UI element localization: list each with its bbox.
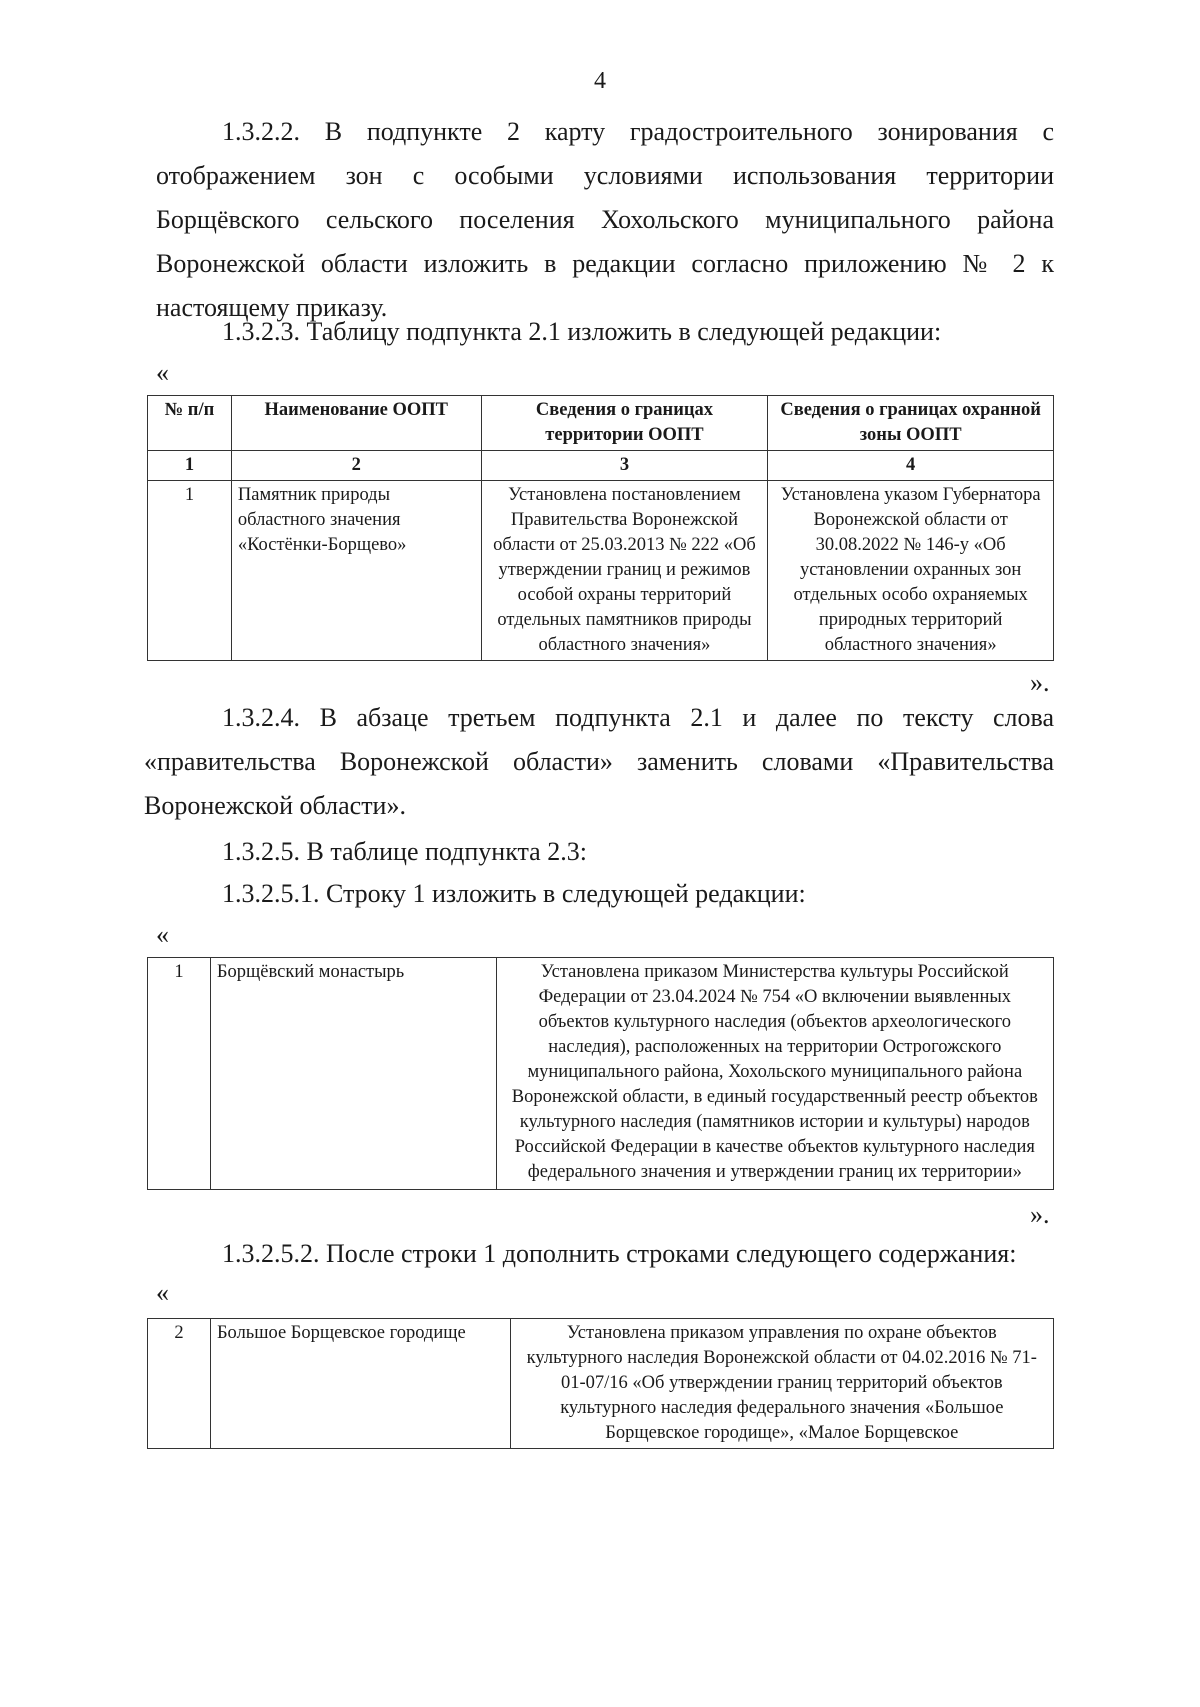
paragraph-1-3-2-3: 1.3.2.3. Таблицу подпункта 2.1 изложить в следующей редакции:: [222, 317, 942, 346]
open-quote: «: [156, 920, 169, 949]
column-number: 4: [768, 451, 1054, 481]
row-number: 2: [148, 1319, 211, 1449]
column-number: 1: [148, 451, 232, 481]
close-quote: ».: [1030, 1200, 1050, 1229]
monument-table-row-2: [147, 1318, 1054, 1449]
paragraph-1-3-2-5-2: 1.3.2.5.2. После строки 1 дополнить строками следующего содержания:: [222, 1239, 1017, 1268]
row-zone: Установлена указом Губернатора Воронежской области от 30.08.2022 № 146-у «Об установлении охранных зон отдельных особо охраняемых природных территорий областного значения»: [768, 481, 1054, 661]
row-number: 1: [148, 481, 232, 661]
table-row: [148, 958, 1054, 1190]
row-name: Борщёвский монастырь: [210, 958, 496, 1190]
page-number: 4: [594, 68, 606, 94]
paragraph-1-3-2-5-1: 1.3.2.5.1. Строку 1 изложить в следующей редакции:: [222, 879, 806, 908]
row-name: Большое Борщевское городище: [210, 1319, 510, 1449]
open-quote: «: [156, 1278, 169, 1307]
row-text: Установлена приказом Министерства культуры Российской Федерации от 23.04.2024 № 754 «О включении выявленных объектов культурного наследия (объектов археологического наследия), расположенных на территории Острогожского муниципального района, Хохольского муниципального района Воронежской области, в единый государственный реестр объектов культурного наследия (памятников истории и культуры) народов Российской Федерации в качестве объектов культурного наследия федерального значения и утверждении границ их территории»: [496, 958, 1053, 1190]
header-territory: Сведения о границах территории ООПТ: [481, 396, 768, 451]
header-zone: Сведения о границах охранной зоны ООПТ: [768, 396, 1054, 451]
row-number: 1: [148, 958, 211, 1190]
column-number: 3: [481, 451, 768, 481]
header-name: Наименование ООПТ: [231, 396, 481, 451]
row-text: Установлена приказом управления по охране объектов культурного наследия Воронежской области от 04.02.2016 № 71-01-07/16 «Об утверждении границ территорий объектов культурного наследия федерального значения «Большое Борщевское городище», «Малое Борщевское: [510, 1319, 1053, 1449]
table-row: [148, 481, 1054, 661]
paragraph-1-3-2-4: 1.3.2.4. В абзаце третьем подпункта 2.1 и далее по тексту слова «правительства Воронежской области» заменить словами «Правительства Воронежской области».: [144, 703, 1054, 820]
paragraph-1-3-2-5: 1.3.2.5. В таблице подпункта 2.3:: [222, 837, 587, 866]
row-territory: Установлена постановлением Правительства Воронежской области от 25.03.2013 № 222 «Об утверждении границ и режимов особой охраны территорий отдельных памятников природы областного значения»: [481, 481, 768, 661]
table-header-row: [148, 396, 1054, 451]
paragraph-1-3-2-2: 1.3.2.2. В подпункте 2 карту градостроительного зонирования с отображением зон с особыми условиями использования территории Борщёвского сельского поселения Хохольского муниципального района Воронежской области изложить в редакции согласно приложению № 2 к настоящему приказу.: [156, 117, 1054, 322]
table-row: [148, 1319, 1054, 1449]
row-name: Памятник природы областного значения «Костёнки-Борщево»: [231, 481, 481, 661]
header-number: № п/п: [148, 396, 232, 451]
column-number: 2: [231, 451, 481, 481]
table-column-numbers-row: [148, 451, 1054, 481]
open-quote: «: [156, 358, 169, 387]
oopt-table: [147, 395, 1054, 661]
close-quote: ».: [1030, 668, 1050, 697]
monument-table-row-1: [147, 957, 1054, 1190]
